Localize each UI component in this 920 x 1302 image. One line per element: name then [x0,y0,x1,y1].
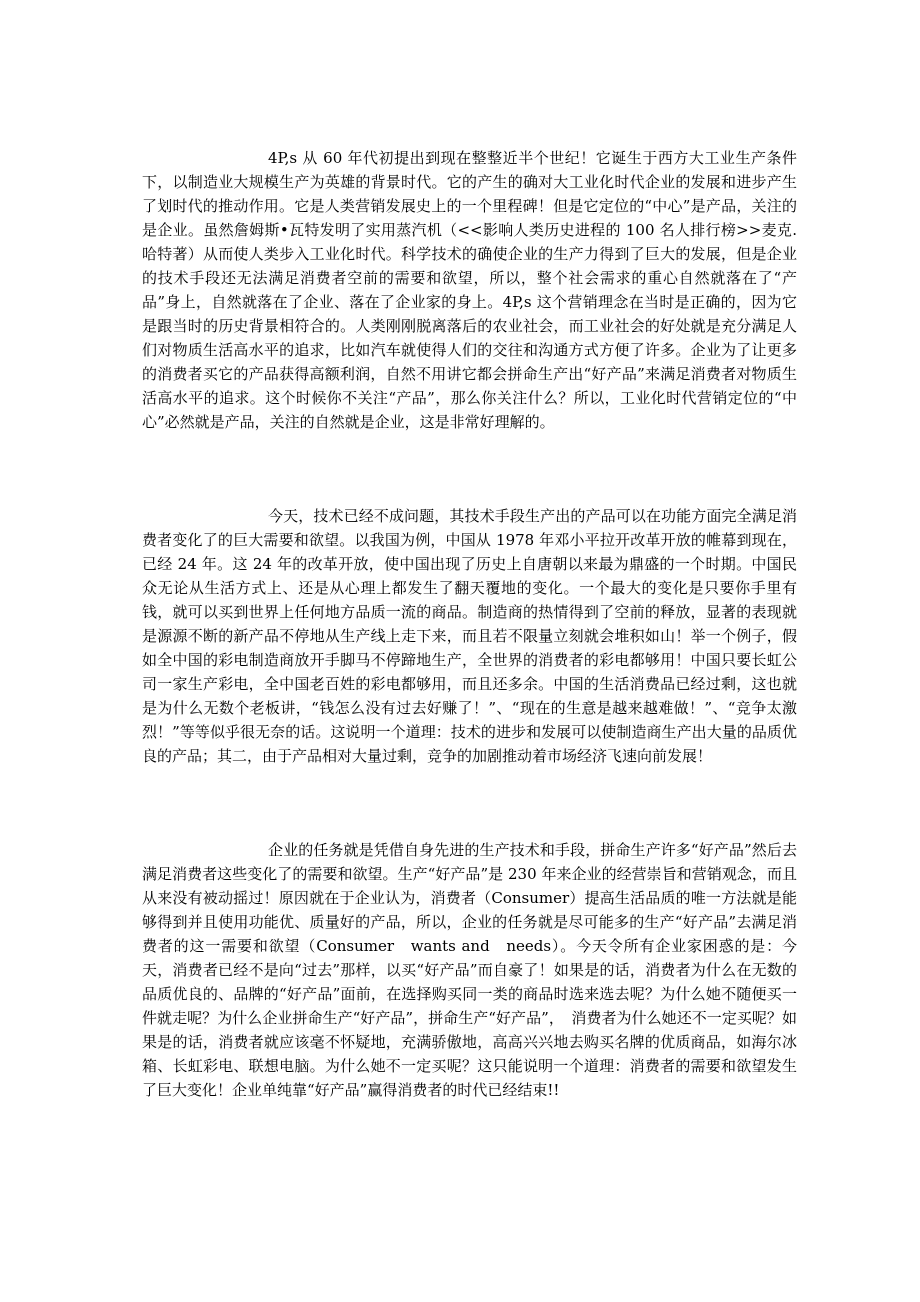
paragraph-3: 企业的任务就是凭借自身先进的生产技术和手段，拼命生产许多“好产品”然后去满足消费者这些变化了的需要和欲望。生产“好产品”是 230 年来企业的经营崇旨和营销观念，而且从来没有被动摇过！原因就在于企业认为，消费者（Consumer）提高生活品质的唯一方法就是能够得到并且使用功能优、质量好的产品，所以，企业的任务就是尽可能多的生产“好产品”去满足消费者的这一需要和欲望（Consumer wants and needs）。今天令所有企业家困惑的是：今天，消费者已经不是向“过去”那样，以买“好产品”而自豪了！如果是的话，消费者为什么在无数的品质优良的、品牌的“好产品”面前，在选择购买同一类的商品时选来选去呢？为什么她不随便买一件就走呢？为什么企业拼命生产“好产品”，拼命生产“好产品”， 消费者为什么她还不一定买呢？如果是的话，消费者就应该毫不怀疑地，充满骄傲地，高高兴兴地去购买名牌的优质商品，如海尔冰箱、长虹彩电、联想电脑。为什么她不一定买呢？这只能说明一个道理：消费者的需要和欲望发生了巨大变化！企业单纯靠“好产品”赢得消费者的时代已经结束!! [142,841,797,1099]
paragraph-spacer [142,768,797,838]
paragraph-2: 今天，技术已经不成问题，其技术手段生产出的产品可以在功能方面完全满足消费者变化了的巨大需要和欲望。以我国为例，中国从 1978 年邓小平拉开改革开放的帷幕到现在，已经 24 年。这 24 年的改革开放，使中国出现了历史上自唐朝以来最为鼎盛的一个时期。中国民众无论从生活方式上、还是从心理上都发生了翻天覆地的变化。一个最大的变化是只要你手里有钱，就可以买到世界上任何地方品质一流的商品。制造商的热情得到了空前的释放，显著的表现就是源源不断的新产品不停地从生产线上走下来，而且若不限量立刻就会堆积如山！举一个例子，假如全中国的彩电制造商放开手脚马不停蹄地生产，全世界的消费者的彩电都够用！中国只要长虹公司一家生产彩电，全中国老百姓的彩电都够用，而且还多余。中国的生活消费品已经过剩，这也就是为什么无数个老板讲，“钱怎么没有过去好赚了！”、“现在的生意是越来越难做！”、“竞争太激烈！”等等似乎很无奈的话。这说明一个道理：技术的进步和发展可以使制造商生产出大量的品质优良的产品；其二，由于产品相对大量过剩，竞争的加剧推动着市场经济飞速向前发展！ [142,507,797,765]
paragraph-spacer [142,434,797,504]
document-body [142,146,797,1102]
paragraph-1: 4P,s 从 60 年代初提出到现在整整近半个世纪！它诞生于西方大工业生产条件下，以制造业大规模生产为英雄的背景时代。它的产生的确对大工业化时代企业的发展和进步产生了划时代的推动作用。它是人类营销发展史上的一个里程碑！但是它定位的“中心”是产品，关注的是企业。虽然詹姆斯•瓦特发明了实用蒸汽机（<<影响人类历史进程的 100 名人排行榜>>麦克.哈特著）从而使人类步入工业化时代。科学技术的确使企业的生产力得到了巨大的发展，但是企业的技术手段还无法满足消费者空前的需要和欲望，所以，整个社会需求的重心自然就落在了“产品”身上，自然就落在了企业、落在了企业家的身上。4P,s 这个营销理念在当时是正确的，因为它是跟当时的历史背景相符合的。人类刚刚脱离落后的农业社会，而工业社会的好处就是充分满足人们对物质生活高水平的追求，比如汽车就使得人们的交往和沟通方式方便了许多。企业为了让更多的消费者买它的产品获得高额利润，自然不用讲它都会拼命生产出“好产品”来满足消费者对物质生活高水平的追求。这个时候你不关注“产品”，那么你关注什么？所以，工业化时代营销定位的“中心”必然就是产品，关注的自然就是企业，这是非常好理解的。 [142,149,797,431]
